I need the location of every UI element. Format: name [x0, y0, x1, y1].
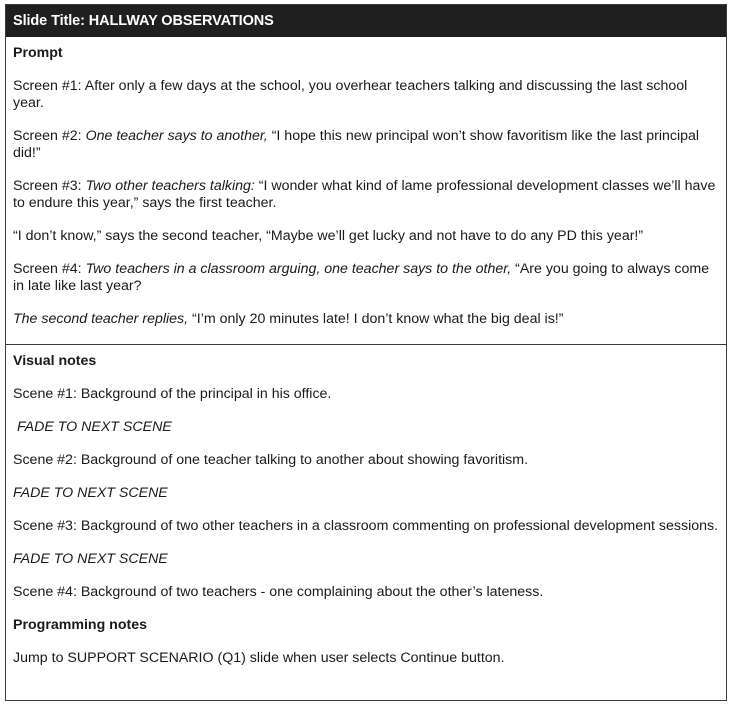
slide-title: Slide Title: HALLWAY OBSERVATIONS — [6, 5, 726, 37]
screen-1-text: Screen #1: After only a few days at the school, you overhear teachers talking and discussing the last school year. — [13, 78, 688, 111]
screen-2-text — [13, 128, 719, 162]
scene-3-note: Scene #3: Background of two other teachers in a classroom commenting on professional development sessions. — [13, 518, 719, 534]
scene-1-note: Scene #1: Background of the principal in his office. — [13, 386, 332, 402]
screen-4-direction: Two teachers in a classroom arguing, one teacher says to the other, — [85, 261, 512, 277]
prompt-section — [6, 37, 726, 344]
programming-notes-heading: Programming notes — [13, 617, 148, 633]
fade-note-2-text: FADE TO NEXT SCENE — [13, 485, 168, 501]
screen-4-reply-direction: The second teacher replies, — [13, 311, 189, 327]
visual-notes-heading: Visual notes — [13, 353, 97, 369]
screen-2-dialogue: “I hope this new principal won’t show favoritism like the last principal did!” — [13, 128, 700, 161]
screen-2-direction: One teacher says to another, — [85, 128, 268, 144]
fade-note-1 — [13, 419, 719, 436]
screen-4-text — [13, 261, 719, 295]
screen-3-text — [13, 178, 719, 212]
scene-4-note: Scene #4: Background of two teachers - one complaining about the other’s lateness. — [13, 584, 544, 600]
screen-4-dialogue: “Are you going to always come in late like last year? — [13, 261, 710, 294]
fade-note-3 — [13, 551, 719, 568]
screen-3-prefix: Screen #3: — [13, 178, 86, 194]
screen-3-direction: Two other teachers talking: — [85, 178, 255, 194]
programming-notes-text: Jump to SUPPORT SCENARIO (Q1) slide when user selects Continue button. — [13, 650, 505, 666]
screen-4-reply-dialogue: “I’m only 20 minutes late! I don’t know what the big deal is!” — [188, 311, 564, 327]
screen-3-dialogue: “I wonder what kind of lame professional development classes we’ll have to endure this year,” says the first teacher. — [13, 178, 716, 211]
fade-note-1-text: FADE TO NEXT SCENE — [17, 419, 172, 435]
screen-4-prefix: Screen #4: — [13, 261, 86, 277]
screen-4-reply — [13, 311, 719, 328]
screen-2-prefix: Screen #2: — [13, 128, 86, 144]
storyboard-table — [5, 4, 727, 701]
fade-note-2 — [13, 485, 719, 502]
scene-2-note: Scene #2: Background of one teacher talking to another about showing favoritism. — [13, 452, 529, 468]
prompt-heading: Prompt — [13, 45, 63, 61]
screen-3-reply: “I don’t know,” says the second teacher, “Maybe we’ll get lucky and not have to do any PD this year!” — [13, 228, 644, 244]
fade-note-3-text: FADE TO NEXT SCENE — [13, 551, 168, 567]
visual-notes-section — [6, 344, 726, 700]
